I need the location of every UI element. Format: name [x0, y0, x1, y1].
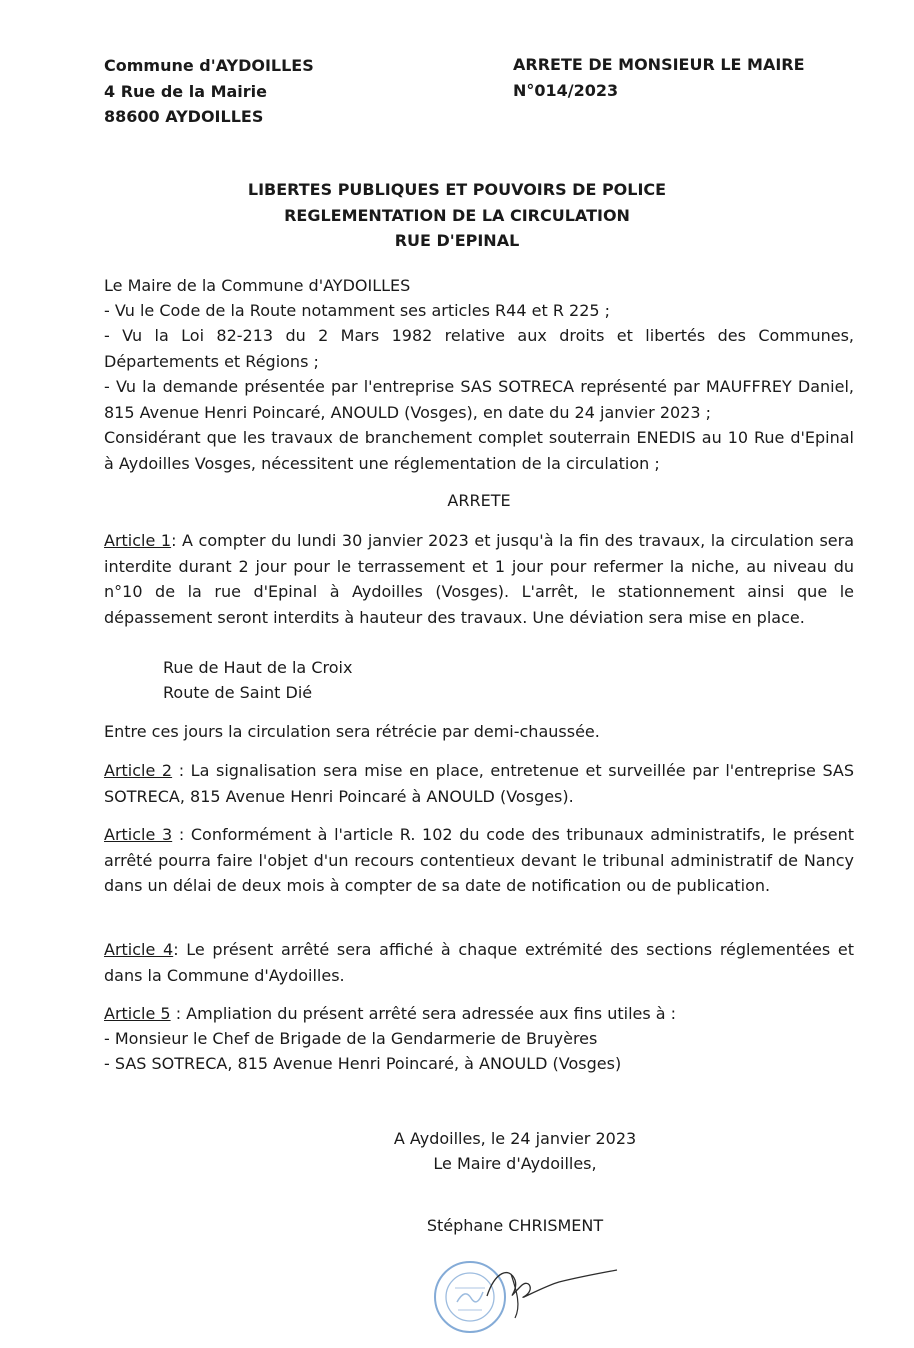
article-4: [104, 937, 854, 988]
preamble-vu-demande: - Vu la demande présentée par l'entreprise SAS SOTRECA représenté par MAUFFREY Daniel, 815 Avenue Henri Poincaré, ANOULD (Vosges), en date du 24 janvier 2023 ;: [104, 377, 854, 422]
arrete-number: N°014/2023: [513, 80, 619, 100]
article-5-text: : Ampliation du présent arrêté sera adressée aux fins utiles à :: [175, 1004, 677, 1023]
recipient-2: - SAS SOTRECA, 815 Avenue Henri Poincaré, à ANOULD (Vosges): [104, 1054, 622, 1073]
preamble-intro: Le Maire de la Commune d'AYDOILLES: [104, 276, 411, 295]
article-5: [104, 1001, 854, 1027]
title-line-1: LIBERTES PUBLIQUES ET POUVOIRS DE POLICE: [247, 180, 667, 199]
commune-name: Commune d'AYDOILLES: [104, 56, 314, 75]
article-3-label: Article 3: [104, 825, 173, 844]
signature-place-date: A Aydoilles, le 24 janvier 2023: [393, 1129, 637, 1148]
commune-street: 4 Rue de la Mairie: [104, 81, 267, 101]
arrete-issuer: ARRETE DE MONSIEUR LE MAIRE: [513, 55, 805, 74]
commune-address-block: [104, 53, 314, 130]
article-2-label: Article 2: [104, 761, 173, 780]
signature-role: Le Maire d'Aydoilles,: [433, 1154, 597, 1173]
title-line-3: RUE D'EPINAL: [394, 231, 520, 250]
article-4-text: : Le présent arrêté sera affiché à chaque extrémité des sections réglementées et dans la Commune d'Aydoilles.: [104, 940, 855, 985]
article-2: [104, 758, 854, 809]
signature-name: Stéphane CHRISMENT: [426, 1216, 604, 1235]
article-1-text: : A compter du lundi 30 janvier 2023 et jusqu'à la fin des travaux, la circulation sera interdite durant 2 jour pour le terrassement et 1 jour pour refermer la niche, au niveau du n°10 de la rue d'Epinal à Aydoilles (Vosges). L'arrêt, le stationnement ainsi que le dépassement seront interdits à hauteur des travaux. Une déviation sera mise en place.: [104, 531, 855, 628]
arrete-reference-block: [513, 52, 805, 103]
deviation-route-1: Rue de Haut de la Croix: [163, 658, 353, 677]
mairie-stamp-icon: [425, 1252, 625, 1342]
article-2-text: : La signalisation sera mise en place, entretenue et surveillée par l'entreprise SAS SOTRECA, 815 Avenue Henri Poincaré à ANOULD (Vosges).: [104, 761, 855, 806]
title-line-2: REGLEMENTATION DE LA CIRCULATION: [284, 205, 630, 225]
article-5-label: Article 5: [104, 1004, 171, 1023]
article-4-label: Article 4: [104, 940, 174, 959]
commune-postcode: 88600 AYDOILLES: [104, 107, 264, 126]
deviation-route-2: Route de Saint Dié: [163, 683, 313, 702]
article-1-note: Entre ces jours la circulation sera rétrécie par demi-chaussée.: [104, 722, 600, 741]
preamble-vu-code: - Vu le Code de la Route notamment ses articles R44 et R 225 ;: [104, 301, 611, 320]
article-1: [104, 528, 854, 631]
recipient-1: - Monsieur le Chef de Brigade de la Gendarmerie de Bruyères: [104, 1029, 598, 1048]
document-title: [0, 177, 914, 254]
article-3-text: : Conformément à l'article R. 102 du code des tribunaux administratifs, le présent arrêté pourra faire l'objet d'un recours contentieux devant le tribunal administratif de Nancy dans un délai de deux mois à compter de sa date de notification ou de publication.: [104, 825, 855, 896]
article-1-label: Article 1: [104, 531, 172, 550]
preamble-considerant: Considérant que les travaux de branchement complet souterrain ENEDIS au 10 Rue d'Epinal à Aydoilles Vosges, nécessitent une réglementation de la circulation ;: [104, 428, 854, 473]
preamble-vu-loi: - Vu la Loi 82-213 du 2 Mars 1982 relative aux droits et libertés des Communes, Départements et Régions ;: [104, 326, 854, 371]
article-3: [104, 822, 854, 899]
arrete-heading: ARRETE: [447, 491, 511, 510]
